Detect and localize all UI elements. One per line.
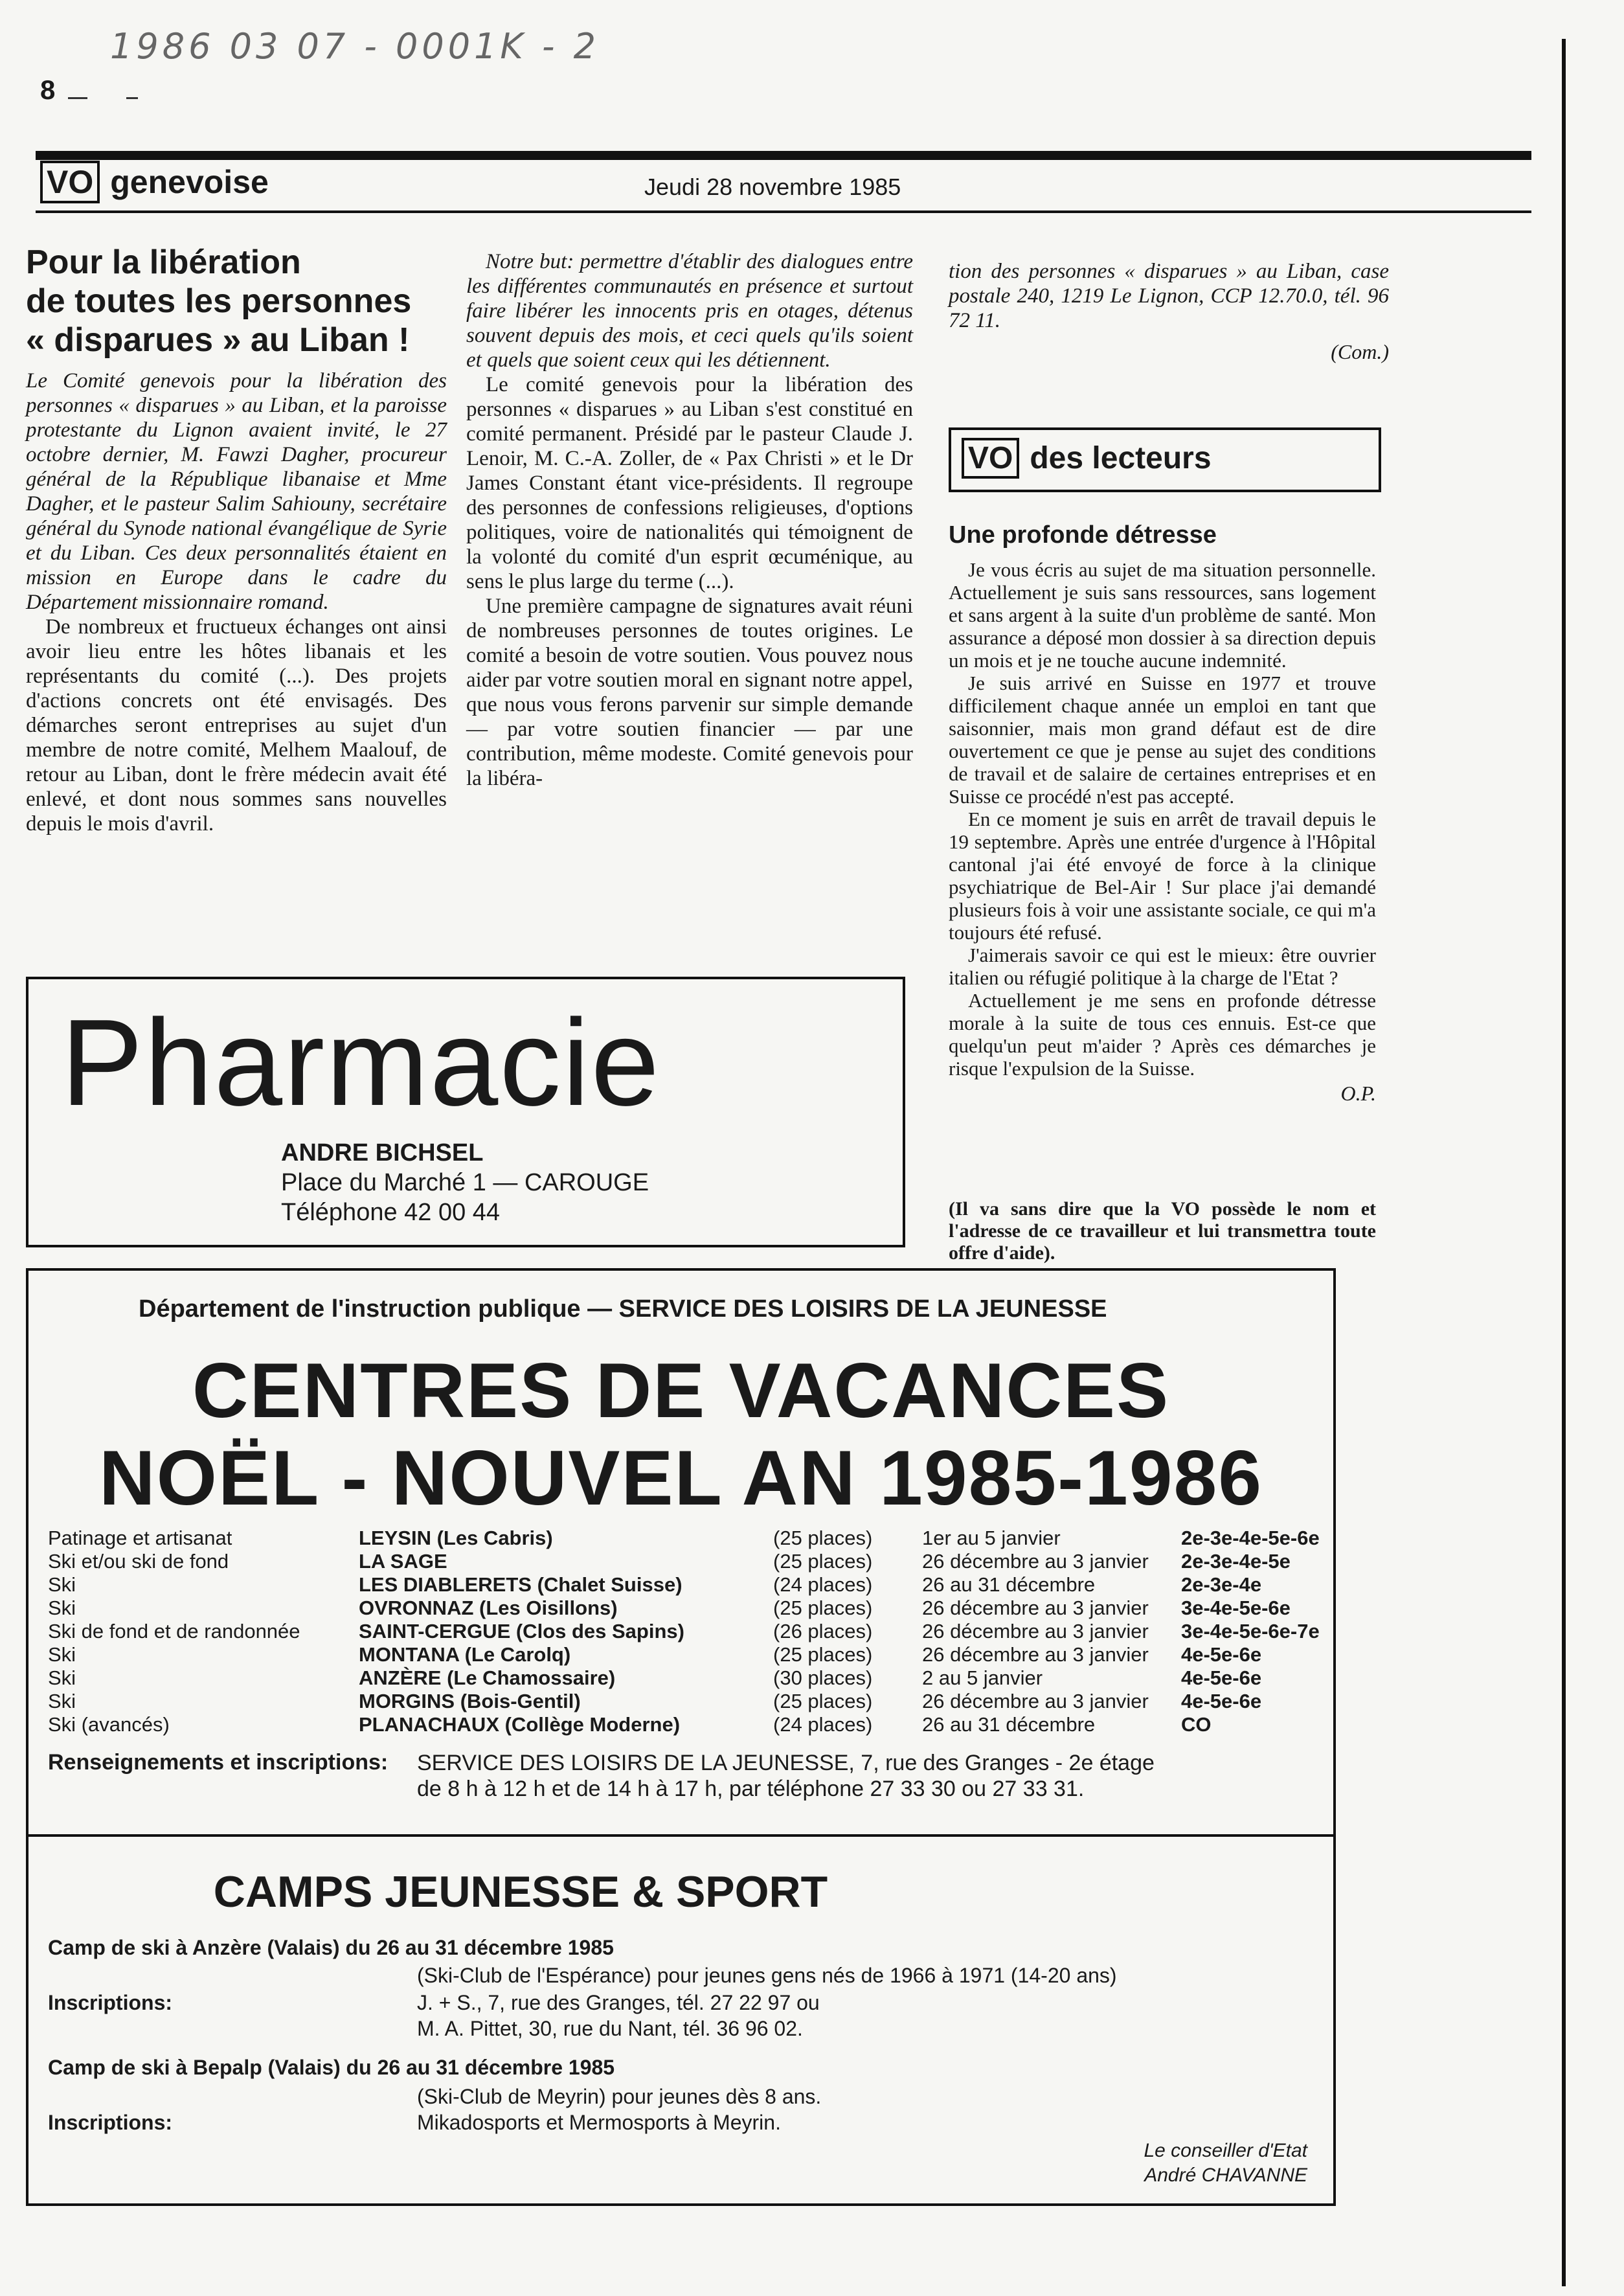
row-classes: 2e-3e-4e-5e (1181, 1550, 1291, 1573)
camp2-contact: Mikadosports et Mermosports à Meyrin. (417, 2111, 781, 2134)
row-places: (24 places) (773, 1713, 873, 1736)
ad-signature (1144, 2139, 1307, 2188)
table-row (48, 1550, 1330, 1573)
pharmacie-lines (281, 1138, 649, 1227)
row-place: PLANACHAUX (Collège Moderne) (359, 1713, 681, 1736)
letter-body (949, 558, 1376, 1105)
row-dates: 26 au 31 décembre (922, 1713, 1096, 1736)
table-row (48, 1597, 1330, 1620)
row-place: LEYSIN (Les Cabris) (359, 1527, 553, 1549)
row-dates: 1er au 5 janvier (922, 1527, 1061, 1549)
table-row (48, 1643, 1330, 1666)
dash (126, 97, 138, 99)
dip-header: Département de l'instruction publique — SERVICE DES LOISIRS DE LA JEUNESSE (139, 1295, 1107, 1323)
lecteurs-title-text: des lecteurs (1030, 441, 1212, 475)
table-row (48, 1666, 1330, 1690)
info-label: Renseignements et inscriptions: (48, 1750, 389, 1775)
article-headline (26, 243, 447, 359)
row-classes: 4e-5e-6e (1181, 1643, 1262, 1666)
editor-note: (Il va sans dire que la VO possède le nom et l'adresse de ce travailleur et lui transmettra toute offre d'aide). (949, 1198, 1376, 1264)
row-places: (25 places) (773, 1690, 873, 1712)
centres-title-1: CENTRES DE VACANCES (192, 1347, 1170, 1434)
row-dates: 26 décembre au 3 janvier (922, 1690, 1149, 1712)
row-places: (25 places) (773, 1550, 873, 1573)
vo-logo: VO (962, 438, 1019, 479)
row-activity: Ski (avancés) (48, 1713, 170, 1736)
signature-line-2: André CHAVANNE (1144, 2165, 1307, 2186)
row-dates: 26 décembre au 3 janvier (922, 1620, 1149, 1642)
archive-reference: 1986 03 07 - 0001K - 2 (110, 26, 600, 67)
row-classes: 2e-3e-4e-5e-6e (1181, 1527, 1320, 1549)
table-row (48, 1527, 1330, 1550)
row-activity: Ski (48, 1597, 76, 1619)
article-paragraph: Le Comité genevois pour la libération des personnes « disparues » au Liban, et la paroisse protestante du Lignon avaient invité, le 27 octobre dernier, M. Fawzi Dagher, procureur général de la République libanaise et Mme Dagher, et le pasteur Salim Sahiouny, secrétaire général du Synode national évangélique de Syrie et du Liban. Ces deux personnalités étaient en mission en Europe dans le cadre du Département missionnaire romand. (26, 369, 447, 614)
article-paragraph: tion des personnes « disparues » au Liban, case postale 240, 1219 Le Lignon, CCP 12.70.0, tél. 96 72 11. (949, 260, 1389, 332)
headline-line-3: « disparues » au Liban ! (26, 321, 410, 359)
camp1-line-1: J. + S., 7, rue des Granges, tél. 27 22 97 ou (417, 1991, 820, 2014)
letter-subtitle: Une profonde détresse (949, 521, 1217, 549)
letter-paragraph: Je suis arrivé en Suisse en 1977 et trouve difficilement chaque année un emploi en tant que saisonnier, mais mon grand défaut est de dire ouvertement ce que je pense au sujet des conditions de travail et de salaire de certaines entreprises et en Suisse ce procédé n'est pas accepté. (949, 672, 1376, 808)
camp1-desc: (Ski-Club de l'Espérance) pour jeunes gens nés de 1966 à 1971 (14-20 ans) (417, 1964, 1117, 1987)
row-classes: 3e-4e-5e-6e (1181, 1597, 1291, 1619)
row-activity: Ski et/ou ski de fond (48, 1550, 229, 1573)
dip-ad (26, 1268, 1336, 2206)
row-place: MONTANA (Le Carolq) (359, 1643, 571, 1666)
table-row (48, 1573, 1330, 1597)
row-places: (25 places) (773, 1643, 873, 1666)
pharmacie-title: Pharmacie (61, 994, 661, 1131)
info-line-2: de 8 h à 12 h et de 14 h à 17 h, par téléphone 27 33 30 ou 27 33 31. (417, 1777, 1085, 1801)
row-dates: 26 décembre au 3 janvier (922, 1597, 1149, 1619)
masthead-rule (36, 151, 1531, 160)
camp1-label: Inscriptions: (48, 1991, 173, 2014)
pharmacie-address: Place du Marché 1 — CAROUGE (281, 1169, 649, 1196)
row-classes: 3e-4e-5e-6e-7e (1181, 1620, 1320, 1642)
camp1-title: Camp de ski à Anzère (Valais) du 26 au 31 décembre 1985 (48, 1936, 614, 1959)
table-row (48, 1713, 1330, 1736)
article-signature: (Com.) (1331, 340, 1389, 363)
row-dates: 26 au 31 décembre (922, 1573, 1096, 1596)
page-number: 8 (40, 74, 56, 105)
article-column-1 (26, 369, 447, 836)
headline-line-1: Pour la libération (26, 244, 301, 281)
letter-signature: O.P. (1340, 1082, 1376, 1105)
lecteurs-title (951, 430, 1379, 486)
row-classes: CO (1181, 1713, 1212, 1736)
row-places: (26 places) (773, 1620, 873, 1642)
row-place: SAINT-CERGUE (Clos des Sapins) (359, 1620, 684, 1642)
row-place: ANZÈRE (Le Chamossaire) (359, 1666, 616, 1689)
row-places: (24 places) (773, 1573, 873, 1596)
letter-paragraph: Je vous écris au sujet de ma situation personnelle. Actuellement je suis sans ressources, sans logement et sans argent à la suite d'un problème de santé. Mon assurance a déposé mon dossier à sa direction depuis un mois et je ne touche aucune indemnité. (949, 558, 1376, 672)
pharmacie-name: ANDRE BICHSEL (281, 1139, 484, 1166)
article-liban (26, 243, 447, 836)
row-place: MORGINS (Bois-Gentil) (359, 1690, 581, 1712)
article-paragraph: Le comité genevois pour la libération des personnes « disparues » au Liban s'est constitué en comité permanent. Présidé par le pasteur Claude J. Lenoir, M. C.-A. Zoller, de « Pax Christi » et le Dr James Constant étant vice-présidents. Il regroupe des personnes de confessions religieuses, d'options politiques, voire de nationalités qui témoignent de la volonté du comité d'un esprit œcuménique, au sens le plus large du terme (...). (466, 373, 913, 593)
row-activity: Ski de fond et de randonnée (48, 1620, 300, 1642)
row-dates: 26 décembre au 3 janvier (922, 1550, 1149, 1573)
issue-date: Jeudi 28 novembre 1985 (644, 174, 901, 200)
lecteurs-header-box (949, 427, 1381, 492)
article-paragraph: Notre but: permettre d'établir des dialogues entre les différentes communautés en présence et surtout faire libérer les innocents pris en otages, détenus souvent depuis des mois, et ceci quels qu'ils soient et quels que soient ceux qui les détiennent. (466, 250, 913, 372)
vo-logo: VO (40, 161, 100, 203)
centres-title-2: NOËL - NOUVEL AN 1985-1986 (98, 1435, 1263, 1521)
table-row (48, 1690, 1330, 1713)
row-dates: 2 au 5 janvier (922, 1666, 1043, 1689)
headline-line-2: de toutes les personnes (26, 282, 412, 320)
masthead-name: genevoise (110, 164, 269, 200)
page-edge-rule (1562, 39, 1566, 2286)
row-place: LES DIABLERETS (Chalet Suisse) (359, 1573, 682, 1596)
article-paragraph: Une première campagne de signatures avait réuni de nombreuses personnes de toutes origines. Le comité a besoin de votre soutien. Vous pouvez nous aider par votre soutien moral en signant notre appel, que nous vous ferons parvenir sur simple demande — par votre soutien financier — par une contribution, même modeste. Comité genevois pour la libéra- (466, 595, 913, 790)
camp1-line-2: M. A. Pittet, 30, rue du Nant, tél. 36 96 02. (417, 2017, 803, 2040)
table-row (48, 1620, 1330, 1643)
row-classes: 4e-5e-6e (1181, 1690, 1262, 1712)
row-activity: Ski (48, 1573, 76, 1596)
camps-title: CAMPS JEUNESSE & SPORT (213, 1867, 828, 1916)
camp2-desc: (Ski-Club de Meyrin) pour jeunes dès 8 ans. (417, 2085, 822, 2108)
masthead-bottom-rule (36, 210, 1531, 213)
row-place: OVRONNAZ (Les Oisillons) (359, 1597, 618, 1619)
info-line-1: SERVICE DES LOISIRS DE LA JEUNESSE, 7, rue des Granges - 2e étage (417, 1751, 1155, 1775)
row-dates: 26 décembre au 3 janvier (922, 1643, 1149, 1666)
ad-divider (28, 1834, 1333, 1837)
pharmacie-ad (26, 977, 905, 1247)
row-places: (25 places) (773, 1597, 873, 1619)
info-text (417, 1750, 1155, 1802)
letter-paragraph: En ce moment je suis en arrêt de travail depuis le 19 septembre. Après une entrée d'urgence à l'Hôpital cantonal j'ai été envoyé de force à la clinique psychiatrique de Bel-Air ! Sur place j'ai demandé plusieurs fois à voir une assistante sociale, ce qui m'a toujours été refusé. (949, 808, 1376, 944)
pharmacie-phone: Téléphone 42 00 44 (281, 1199, 501, 1226)
row-places: (30 places) (773, 1666, 873, 1689)
row-activity: Ski (48, 1643, 76, 1666)
camp2-title: Camp de ski à Bepalp (Valais) du 26 au 31 décembre 1985 (48, 2056, 615, 2079)
camp1-contacts (417, 1990, 820, 2041)
row-classes: 2e-3e-4e (1181, 1573, 1262, 1596)
article-column-2 (466, 249, 913, 791)
camp2-label: Inscriptions: (48, 2111, 173, 2134)
letter-paragraph: Actuellement je me sens en profonde détresse morale à la suite de tous ces ennuis. Est-ce que quelqu'un peut m'aider ? Après ces démarches je risque l'expulsion de la Suisse. (949, 989, 1376, 1080)
letter-paragraph: J'aimerais savoir ce qui est le mieux: être ouvrier italien ou réfugié politique à la charge de l'Etat ? (949, 944, 1376, 989)
dash (68, 97, 87, 99)
row-activity: Ski (48, 1690, 76, 1712)
row-classes: 4e-5e-6e (1181, 1666, 1262, 1689)
row-place: LA SAGE (359, 1550, 447, 1573)
article-column-3 (949, 259, 1389, 364)
signature-line-1: Le conseiller d'Etat (1144, 2140, 1307, 2161)
masthead-title (40, 161, 269, 203)
article-paragraph: De nombreux et fructueux échanges ont ainsi avoir lieu entre les hôtes libanais et les représentants du comité (...). Des projets d'actions concrets ont été envisagés. Des démarches seront entreprises au sujet d'un membre de notre comité, Melhem Maalouf, de retour au Liban, dont le frère médecin avait été enlevé, et dont nous sommes sans nouvelles depuis le mois d'avril. (26, 615, 447, 835)
row-places: (25 places) (773, 1527, 873, 1549)
row-activity: Patinage et artisanat (48, 1527, 232, 1549)
row-activity: Ski (48, 1666, 76, 1689)
